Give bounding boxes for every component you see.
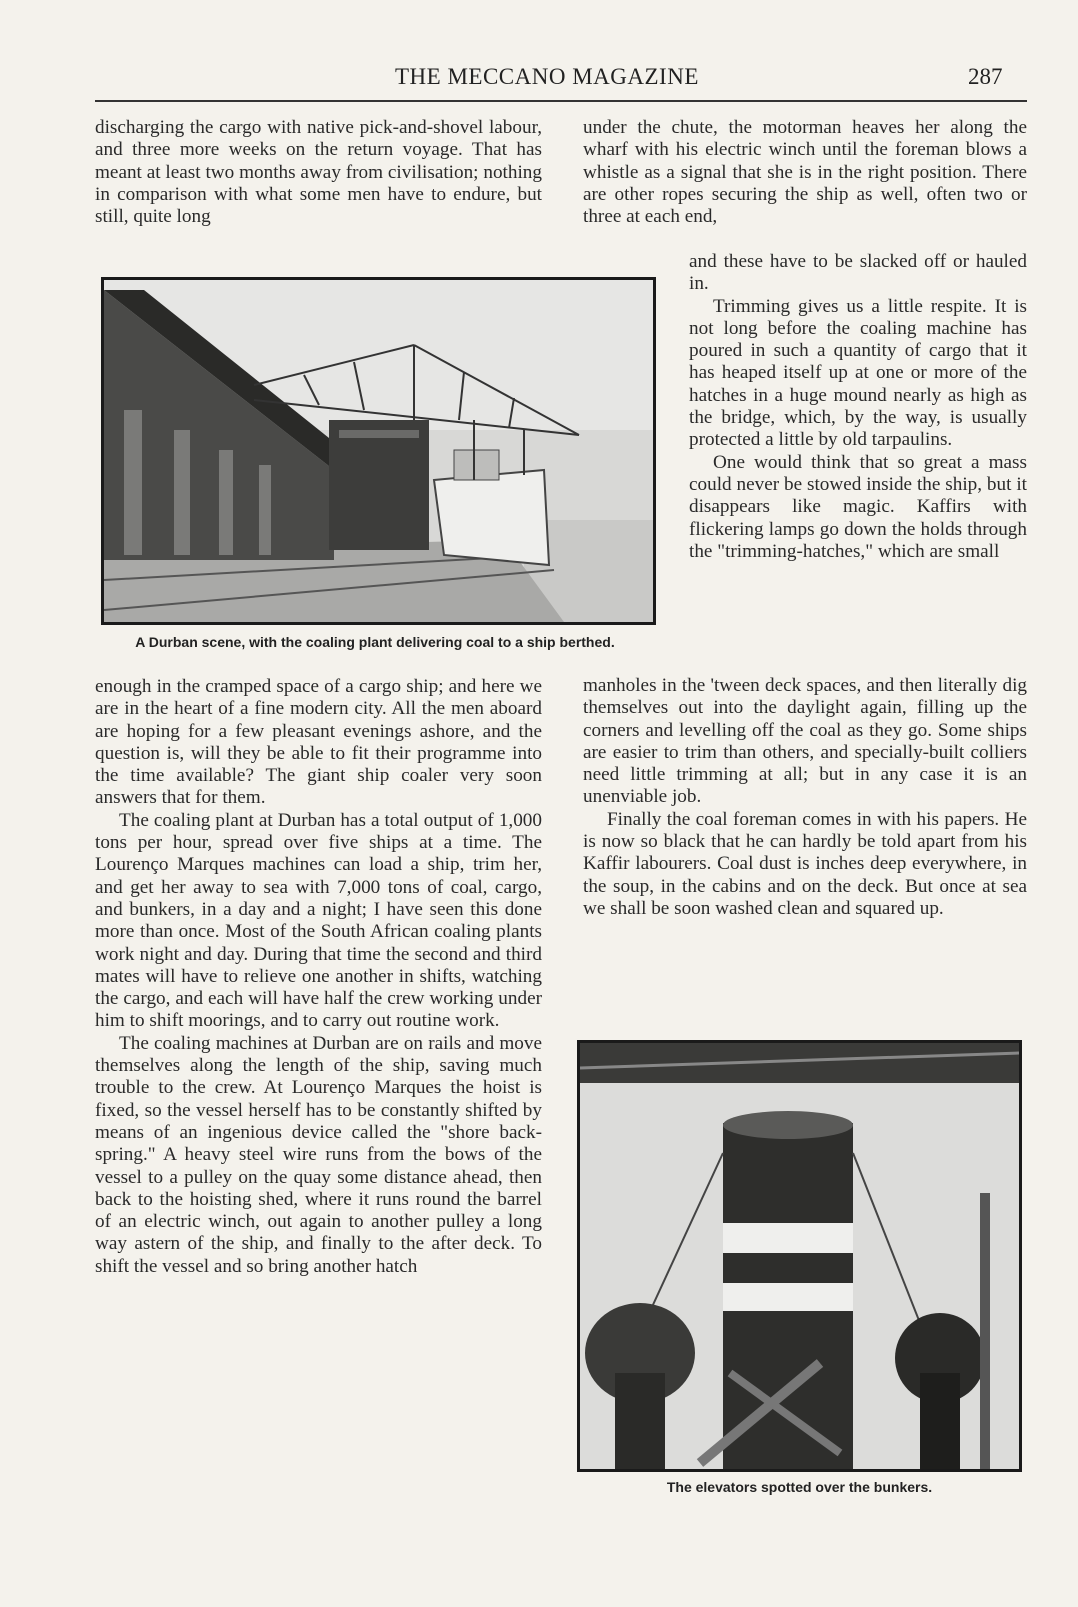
left-main-text [95, 676, 542, 1278]
durban-photo-caption: A Durban scene, with the coaling plant delivering coal to a ship berthed. [135, 634, 615, 650]
right-trimming-paragraph: Trimming gives us a little respite. It is not long before the coaling machine has poured in such a quantity of cargo that it has heaped itself up at one or more of the hatches in a huge mound nearly as high as the bridge, which, by the way, is usually protected a little by old tarpaulins. [689, 295, 1027, 451]
right-top-paragraph: under the chute, the motorman heaves her along the wharf with his electric winch until the foreman blows a whistle as a signal that she is in the right position. There are other ropes securing the ship as well, often two or three at each end, [583, 117, 1027, 228]
right-final-paragraph: Finally the coal foreman comes in with his papers. He is now so black that he can hardly be told apart from his Kaffir labourers. Coal dust is inches deep everywhere, in the soup, in the cabins and on the deck. But once at sea we shall be soon washed clean and squared up. [583, 808, 1027, 919]
right-wide-continuation: manholes in the 'tween deck spaces, and then literally dig themselves out into the daylight again, filling up the corners and levelling off the coal as they go. Some ships are easier to trim than others, and specially-built colliers need little trimming at all; but in any case it is an unenviable job. [583, 675, 1027, 808]
page-number: 287 [968, 64, 1003, 89]
durban-coaling-photo [101, 277, 656, 625]
left-top-paragraph: discharging the cargo with native pick-and-shovel labour, and three more weeks on the return voyage. That has meant at least two months away from civilisation; nothing in comparison with what some men have to endure, but still, quite long [95, 117, 542, 228]
right-narrow-text [689, 251, 1027, 563]
right-top-text [583, 117, 1027, 228]
left-paragraph-3: The coaling machines at Durban are on rails and move themselves along the length of the ship, saving much trouble to the crew. At Lourenço Marques the hoist is fixed, so the vessel herself has to be constantly shifted by means of an ingenious device called the "shore back-spring." A heavy steel wire runs from the bows of the vessel to a pulley on the quay some distance ahead, then back to the hoisting shed, where it runs round the barrel of an electric winch, out again to another pulley a long way astern of the ship, and finally to the after deck. To shift the vessel and so bring another hatch [95, 1032, 542, 1277]
elevators-photo-caption: The elevators spotted over the bunkers. [666, 1479, 933, 1495]
right-narrow-continuation: and these have to be slacked off or hauled in. [689, 251, 1027, 295]
header-rule [95, 100, 1027, 102]
left-paragraph-1: enough in the cramped space of a cargo ship; and here we are in the heart of a fine modern city. All the men aboard are hoping for a few pleasant evenings ashore, and the question is, will they be able to fit their programme into the time available? The giant ship coaler very soon answers that for them. [95, 676, 542, 809]
durban-coaling-illustration [104, 280, 653, 622]
magazine-title: THE MECCANO MAGAZINE [395, 64, 699, 89]
right-magic-paragraph: One would think that so great a mass could never be stowed inside the ship, but it disappears like magic. Kaffirs with flickering lamps go down the holds through the "trimming-hatches," which are small [689, 451, 1027, 562]
left-paragraph-2: The coaling plant at Durban has a total output of 1,000 tons per hour, spread over five ships at a time. The Lourenço Marques machines can load a ship, trim her, and get her away to sea with 7,000 tons of coal, cargo, and bunkers, in a day and a night; I have seen this done more than once. Most of the South African coaling plants work night and day. During that time the second and third mates will have to relieve one another in shifts, watching the cargo, and each will have half the crew working under him to shift moorings, and to carry out routine work. [95, 809, 542, 1032]
left-top-text [95, 117, 542, 228]
elevators-illustration [580, 1043, 1019, 1469]
elevators-photo [577, 1040, 1022, 1472]
right-wide-text [583, 675, 1027, 920]
